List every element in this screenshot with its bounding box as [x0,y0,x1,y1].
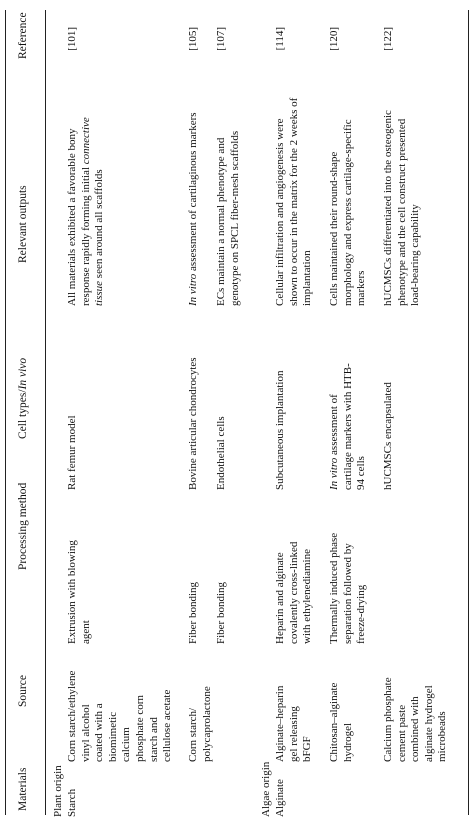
header-reference: Reference [17,12,29,59]
row-5-reference: [122] [382,27,394,51]
header-processing-method: Processing method [17,482,29,570]
row-5-cells: hUCMSCs encapsulated [382,382,394,490]
row-0-processing: Extrusion with blowing agent [66,540,92,644]
header-relevant-outputs: Relevant outputs [17,185,29,263]
row-4-processing: Thermally induced phase separation followed by freeze-drying [328,532,368,644]
top-rule [5,10,6,815]
row-1-cells: Bovine articular chondrocytes [187,357,199,490]
row-1-source: Corn starch/ polycaprolactone [187,686,213,762]
row-0-source: Corn starch/ethylene vinyl alcohol coated with a biomimetic calcium phosphate corn starch and cellulose acetate [66,670,174,762]
material-starch: Starch [66,788,78,817]
row-2-processing: Fiber bonding [215,581,227,644]
row-3-source: Alginate–heparin gel releasing bFGF [274,685,314,762]
row-1-processing: Fiber bonding [187,581,199,644]
row-0-reference: [101] [66,27,78,51]
header-source: Source [17,675,29,707]
row-5-outputs: hUCMSCs differentiated into the osteogenic phenotype and the cell construct presented load-bearing capability [382,110,422,306]
row-3-outputs: Cellular infiltration and angiogenesis were shown to occur in the matrix for the 2 weeks of implantation [274,97,314,306]
material-alginate: Alginate [274,779,286,817]
row-4-reference: [120] [328,27,340,51]
group-label-plant: Plant origin [52,765,64,817]
header-materials: Materials [17,767,29,811]
row-4-outputs: Cells maintained their round-shape morphology and express cartilage-specific markers [328,119,368,306]
row-0-outputs: All materials exhibited a favorable bony response rapidly forming initial connective tissue seen around all scaffolds [66,117,106,306]
row-0-cells: Rat femur model [66,415,78,490]
row-3-processing: Heparin and alginate covalently cross-linked with ethylenediamine [274,541,314,644]
row-5-source: Calcium phosphate cement paste combined with alginate hydrogel microbeads [382,677,449,762]
row-4-cells: In vitro assessment of cartilage markers with HTB-94 cells [328,363,368,490]
header-cell-types: Cell types/In vivo [17,357,29,439]
row-2-outputs: ECs maintain a normal phenotype and genotype on SPCL fiber-mesh scaffolds [215,130,241,306]
row-3-reference: [114] [274,27,286,51]
row-1-outputs: In vitro assessment of cartilaginous markers [187,112,199,306]
row-1-reference: [105] [187,27,199,51]
row-2-reference: [107] [215,27,227,51]
bottom-rule [468,10,469,815]
group-label-algae: Algae origin [260,761,272,817]
row-4-source: Chitosan–alginate hydrogel [328,682,354,762]
row-3-cells: Subcutaneous implantation [274,370,286,490]
header-rule [45,10,46,815]
row-2-cells: Endothelial cells [215,416,227,490]
